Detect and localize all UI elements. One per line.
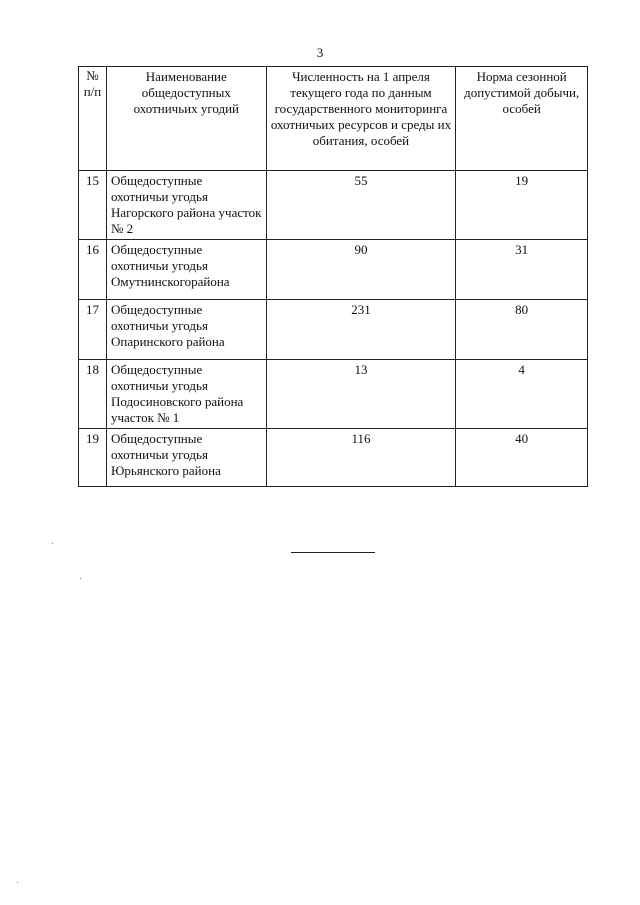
row-num: 17 — [79, 300, 107, 360]
row-count: 55 — [266, 171, 456, 240]
row-num: 19 — [79, 429, 107, 487]
row-num: 15 — [79, 171, 107, 240]
header-norm: Норма сезонной допустимой добычи, особей — [456, 67, 588, 171]
header-count: Численность на 1 апреля текущего года по данным государственного мониторинга охотничьих ресурсов и среды их обитания, особей — [266, 67, 456, 171]
row-name: Общедоступные охотничьи угодья Юрьянского района — [106, 429, 266, 487]
row-norm: 40 — [456, 429, 588, 487]
page-number: 3 — [316, 45, 324, 60]
row-norm: 4 — [456, 360, 588, 429]
row-count: 116 — [266, 429, 456, 487]
row-norm: 19 — [456, 171, 588, 240]
scan-speck — [80, 578, 81, 579]
row-name: Общедоступные охотничьи угодья Опаринского района — [106, 300, 266, 360]
row-name: Общедоступные охотничьи угодья Омутнинскогорайона — [106, 240, 266, 300]
table-row — [79, 360, 588, 429]
header-name: Наименование общедоступных охотничьих угодий — [106, 67, 266, 171]
table-header-row — [79, 67, 588, 171]
table-row — [79, 171, 588, 240]
row-count: 90 — [266, 240, 456, 300]
header-num: № п/п — [79, 67, 107, 171]
row-name: Общедоступные охотничьи угодья Нагорского района участок № 2 — [106, 171, 266, 240]
row-count: 13 — [266, 360, 456, 429]
table-row — [79, 240, 588, 300]
row-norm: 31 — [456, 240, 588, 300]
row-num: 18 — [79, 360, 107, 429]
table-row — [79, 300, 588, 360]
row-count: 231 — [266, 300, 456, 360]
hunting-grounds-table — [78, 66, 588, 487]
closing-divider — [291, 552, 375, 553]
table-row — [79, 429, 588, 487]
row-num: 16 — [79, 240, 107, 300]
row-name: Общедоступные охотничьи угодья Подосиновского района участок № 1 — [106, 360, 266, 429]
scan-speck — [17, 882, 18, 883]
row-norm: 80 — [456, 300, 588, 360]
scan-speck — [52, 543, 53, 544]
